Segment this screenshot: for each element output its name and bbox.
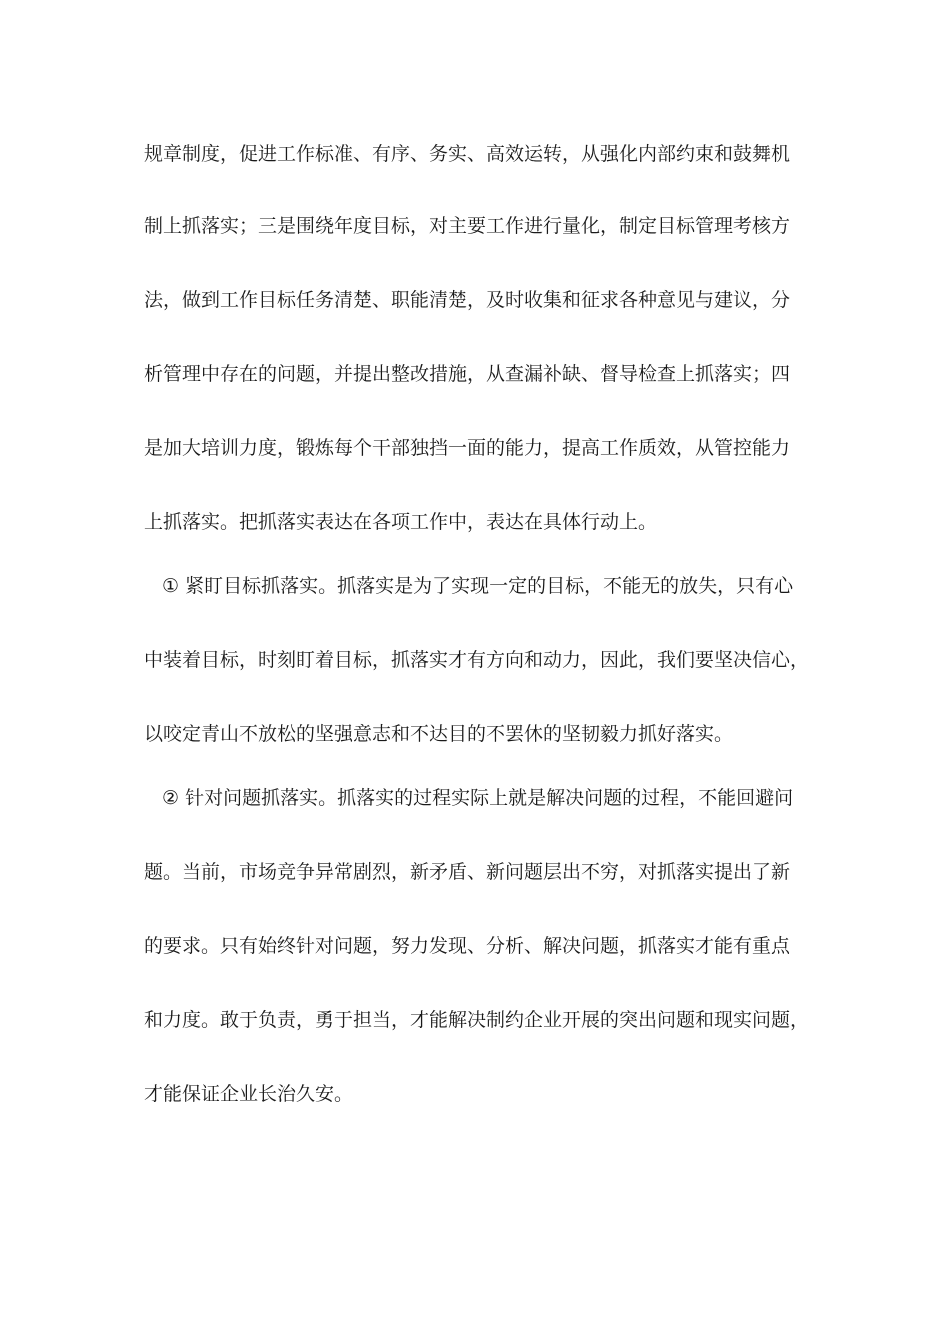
text-line: 是加大培训力度，锻炼每个干部独挡一面的能力，提高工作质效，从管控能力 (144, 437, 791, 459)
text-line: 析管理中存在的问题，并提出整改措施，从查漏补缺、督导检查上抓落实；四 (144, 363, 791, 385)
text-line: 的要求。只有始终针对问题，努力发现、分析、解决问题，抓落实才能有重点 (144, 935, 791, 957)
text-line: 规章制度，促进工作标准、有序、务实、高效运转，从强化内部约束和鼓舞机 (144, 143, 791, 165)
text-line: 才能保证企业长治久安。 (144, 1083, 354, 1105)
text-line: 上抓落实。把抓落实表达在各项工作中，表达在具体行动上。 (144, 511, 658, 533)
text-line: 制上抓落实；三是围绕年度目标，对主要工作进行量化，制定目标管理考核方 (144, 215, 791, 237)
list-item-1-line: ① 紧盯目标抓落实。抓落实是为了实现一定的目标，不能无的放失，只有心 (162, 575, 794, 597)
text-line: 以咬定青山不放松的坚强意志和不达目的不罢休的坚韧毅力抓好落实。 (144, 723, 734, 745)
text-line: 法，做到工作目标任务清楚、职能清楚，及时收集和征求各种意见与建议，分 (144, 289, 791, 311)
list-item-2-line: ② 针对问题抓落实。抓落实的过程实际上就是解决问题的过程，不能回避问 (162, 787, 794, 809)
text-line: 和力度。敢于负责，勇于担当，才能解决制约企业开展的突出问题和现实问题， (144, 1009, 810, 1031)
text-line: 题。当前，市场竞争异常剧烈，新矛盾、新问题层出不穷，对抓落实提出了新 (144, 861, 791, 883)
text-line: 中装着目标，时刻盯着目标，抓落实才有方向和动力，因此，我们要坚决信心， (144, 649, 810, 671)
